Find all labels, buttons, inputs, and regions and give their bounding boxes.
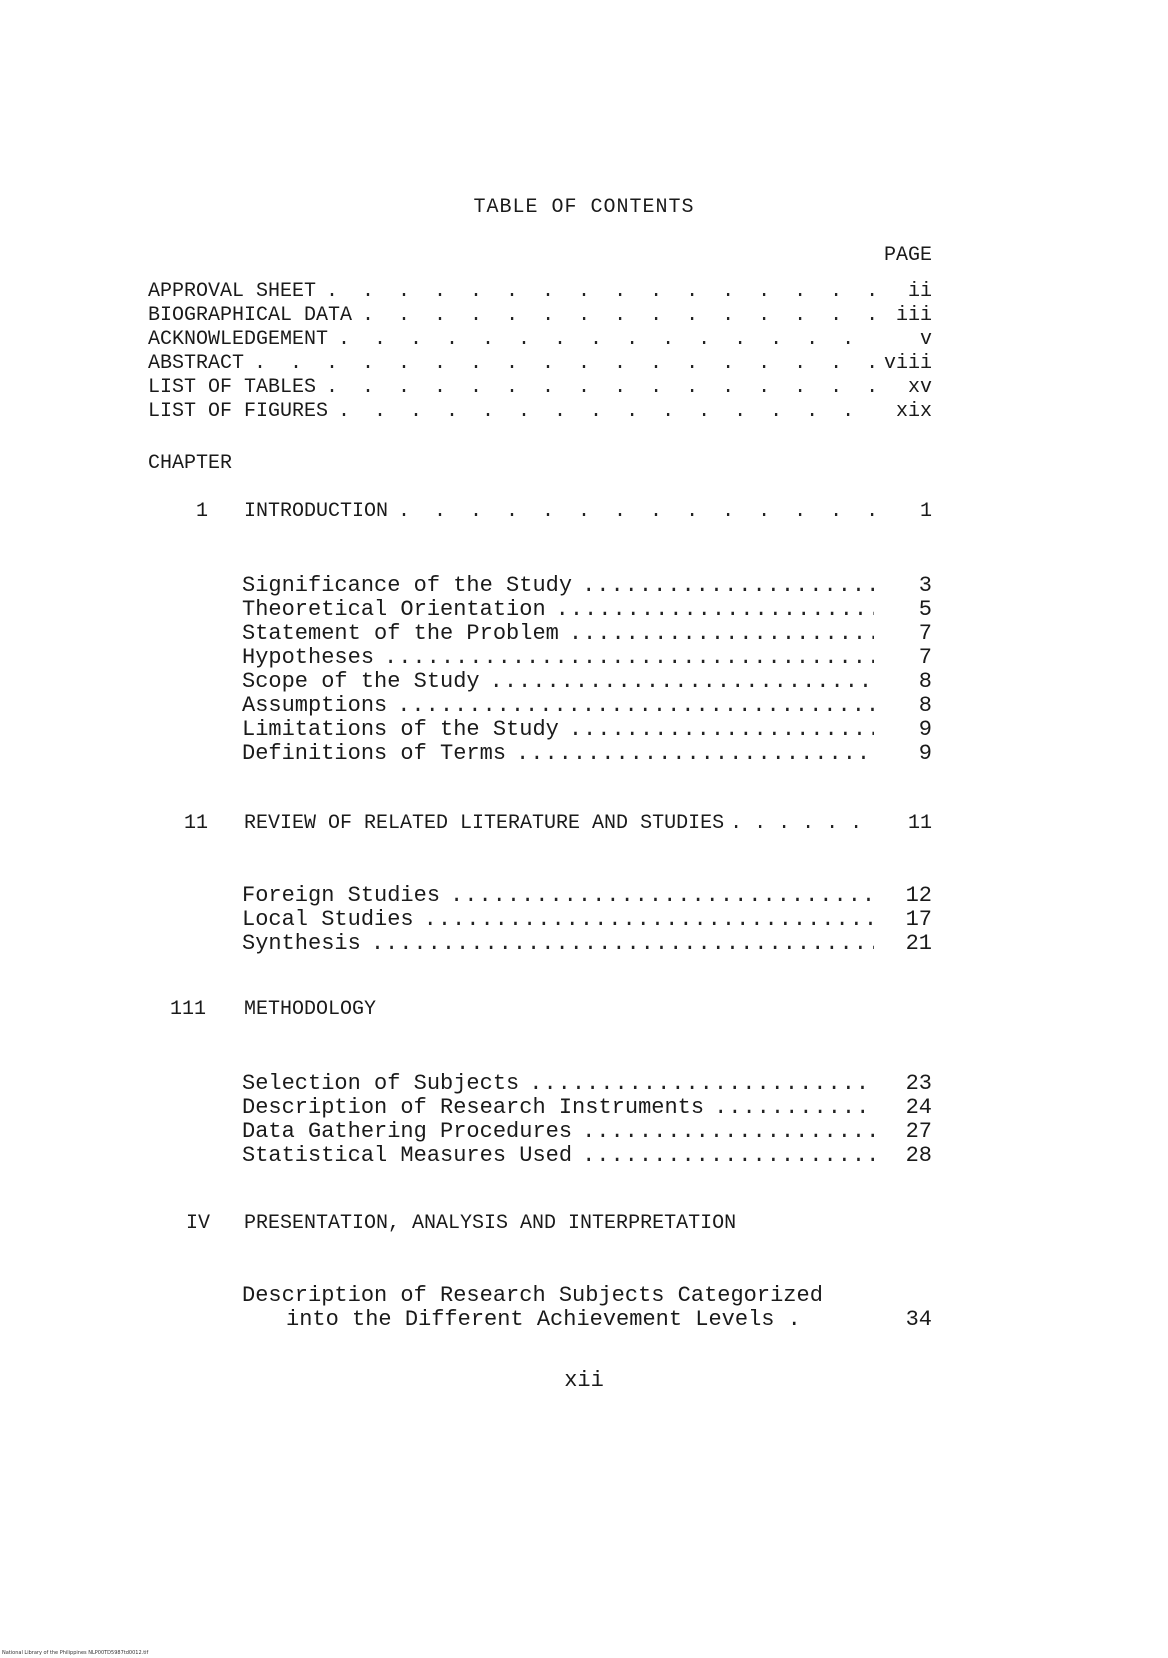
- toc-section[interactable]: [242, 694, 932, 718]
- chapter-heading-label: CHAPTER: [148, 452, 233, 475]
- archive-caption: National Library of the Philippines NLP00TD5987td0012.tif: [2, 1650, 149, 1656]
- toc-section[interactable]: [242, 742, 932, 766]
- toc-entry-acknowledgement[interactable]: [148, 328, 932, 352]
- toc-section-page: 34: [905, 1307, 932, 1332]
- dot-leader: [326, 376, 874, 400]
- toc-entry-label: LIST OF TABLES: [148, 376, 317, 399]
- dot-leader: [450, 884, 874, 908]
- chapter-title: REVIEW OF RELATED LITERATURE AND STUDIES: [244, 812, 725, 835]
- toc-entry-label: BIOGRAPHICAL DATA: [148, 304, 353, 327]
- page-number: xii: [564, 1368, 604, 1393]
- toc-section-page: 28: [905, 1143, 932, 1168]
- dot-leader: [338, 400, 874, 424]
- toc-entry-biographical-data[interactable]: [148, 304, 932, 328]
- toc-section-label-line1: Description of Research Subjects Categorized: [242, 1283, 823, 1308]
- chapter-title[interactable]: METHODOLOGY: [244, 998, 377, 1021]
- chapter-title: INTRODUCTION: [244, 500, 389, 523]
- toc-entry-page: iii: [895, 304, 932, 327]
- chapter-number: IV: [186, 1212, 211, 1235]
- toc-entry-list-of-figures[interactable]: [148, 400, 932, 424]
- dot-leader: [326, 280, 874, 304]
- toc-section-page: 8: [918, 669, 932, 694]
- dot-leader: [714, 1096, 874, 1120]
- toc-entry-page: viii: [883, 352, 932, 375]
- toc-section-label: Description of Research Instruments: [242, 1095, 705, 1120]
- toc-entry-page: v: [919, 328, 932, 351]
- toc-section[interactable]: [242, 1096, 932, 1120]
- chapter-title[interactable]: PRESENTATION, ANALYSIS AND INTERPRETATION: [244, 1212, 737, 1235]
- toc-section-label: Selection of Subjects: [242, 1071, 520, 1096]
- dot-leader: [556, 598, 874, 622]
- toc-section[interactable]: [242, 574, 932, 598]
- toc-entry-page: ii: [907, 280, 932, 303]
- toc-section-page: 8: [918, 693, 932, 718]
- toc-section-label: Local Studies: [242, 907, 414, 932]
- toc-section[interactable]: [242, 670, 932, 694]
- dot-leader: [424, 908, 874, 932]
- dot-leader: [384, 646, 874, 670]
- dot-leader: [569, 622, 874, 646]
- toc-section[interactable]: [242, 908, 932, 932]
- toc-entry-page: xv: [907, 376, 932, 399]
- toc-entry-abstract[interactable]: [148, 352, 932, 376]
- toc-section-label: Hypotheses: [242, 645, 375, 670]
- toc-chapter-review-of-related-literature[interactable]: [244, 812, 932, 835]
- toc-section[interactable]: [242, 1144, 932, 1168]
- dot-leader: [582, 1144, 874, 1168]
- dot-leader: [397, 694, 874, 718]
- dot-leader: [254, 352, 874, 376]
- chapter-page: 11: [907, 812, 932, 835]
- dot-leader: [371, 932, 874, 956]
- toc-section-label-line2: into the Different Achievement Levels .: [286, 1307, 801, 1332]
- dot-leader: [516, 742, 874, 766]
- toc-section-label: Scope of the Study: [242, 669, 480, 694]
- toc-section[interactable]: [242, 1120, 932, 1144]
- dot-leader: [582, 1120, 874, 1144]
- toc-section-label: Statistical Measures Used: [242, 1143, 573, 1168]
- toc-section[interactable]: [242, 646, 932, 670]
- toc-section[interactable]: [242, 1072, 932, 1096]
- toc-section[interactable]: [242, 884, 932, 908]
- toc-section-label: Synthesis: [242, 931, 361, 956]
- dot-leader: [529, 1072, 874, 1096]
- dot-leader: [398, 500, 874, 523]
- toc-section-page: 9: [918, 717, 932, 742]
- toc-chapter-introduction[interactable]: [244, 500, 932, 523]
- toc-section-page: 12: [905, 883, 932, 908]
- toc-section-page: 3: [918, 573, 932, 598]
- toc-section-page: 27: [905, 1119, 932, 1144]
- toc-entry-label: ACKNOWLEDGEMENT: [148, 328, 329, 351]
- toc-section-multiline[interactable]: [242, 1284, 932, 1332]
- toc-section-label: Definitions of Terms: [242, 741, 507, 766]
- toc-section-label: Statement of the Problem: [242, 621, 559, 646]
- toc-entry-label: LIST OF FIGURES: [148, 400, 329, 423]
- toc-section-page: 24: [905, 1095, 932, 1120]
- toc-section-label: Foreign Studies: [242, 883, 441, 908]
- toc-entry-label: APPROVAL SHEET: [148, 280, 317, 303]
- dot-leader: [582, 574, 874, 598]
- toc-section[interactable]: [242, 598, 932, 622]
- toc-section-page: 9: [918, 741, 932, 766]
- toc-section[interactable]: [242, 932, 932, 956]
- toc-section[interactable]: [242, 622, 932, 646]
- dot-leader: [569, 718, 874, 742]
- toc-section-label: Theoretical Orientation: [242, 597, 546, 622]
- toc-entry-approval-sheet[interactable]: [148, 280, 932, 304]
- toc-entry-page: xix: [895, 400, 932, 423]
- toc-section-page: 21: [905, 931, 932, 956]
- toc-section-label: Limitations of the Study: [242, 717, 559, 742]
- dot-leader: [490, 670, 874, 694]
- toc-section[interactable]: [242, 718, 932, 742]
- dot-leader: [338, 328, 874, 352]
- toc-section-page: 7: [918, 621, 932, 646]
- chapter-number: 11: [184, 812, 209, 835]
- toc-section-page: 17: [905, 907, 932, 932]
- chapter-page: 1: [919, 500, 932, 523]
- dot-leader: [730, 812, 878, 835]
- toc-section-page: 7: [918, 645, 932, 670]
- dot-leader: [362, 304, 874, 328]
- page-title: TABLE OF CONTENTS: [473, 196, 695, 219]
- chapter-number: 1: [196, 500, 209, 523]
- toc-entry-label: ABSTRACT: [148, 352, 245, 375]
- toc-entry-list-of-tables[interactable]: [148, 376, 932, 400]
- chapter-number: 111: [170, 998, 207, 1021]
- toc-section-label: Data Gathering Procedures: [242, 1119, 573, 1144]
- toc-section-label: Assumptions: [242, 693, 388, 718]
- toc-section-page: 5: [918, 597, 932, 622]
- toc-section-label: Significance of the Study: [242, 573, 573, 598]
- toc-section-page: 23: [905, 1071, 932, 1096]
- page-column-header: PAGE: [883, 244, 932, 267]
